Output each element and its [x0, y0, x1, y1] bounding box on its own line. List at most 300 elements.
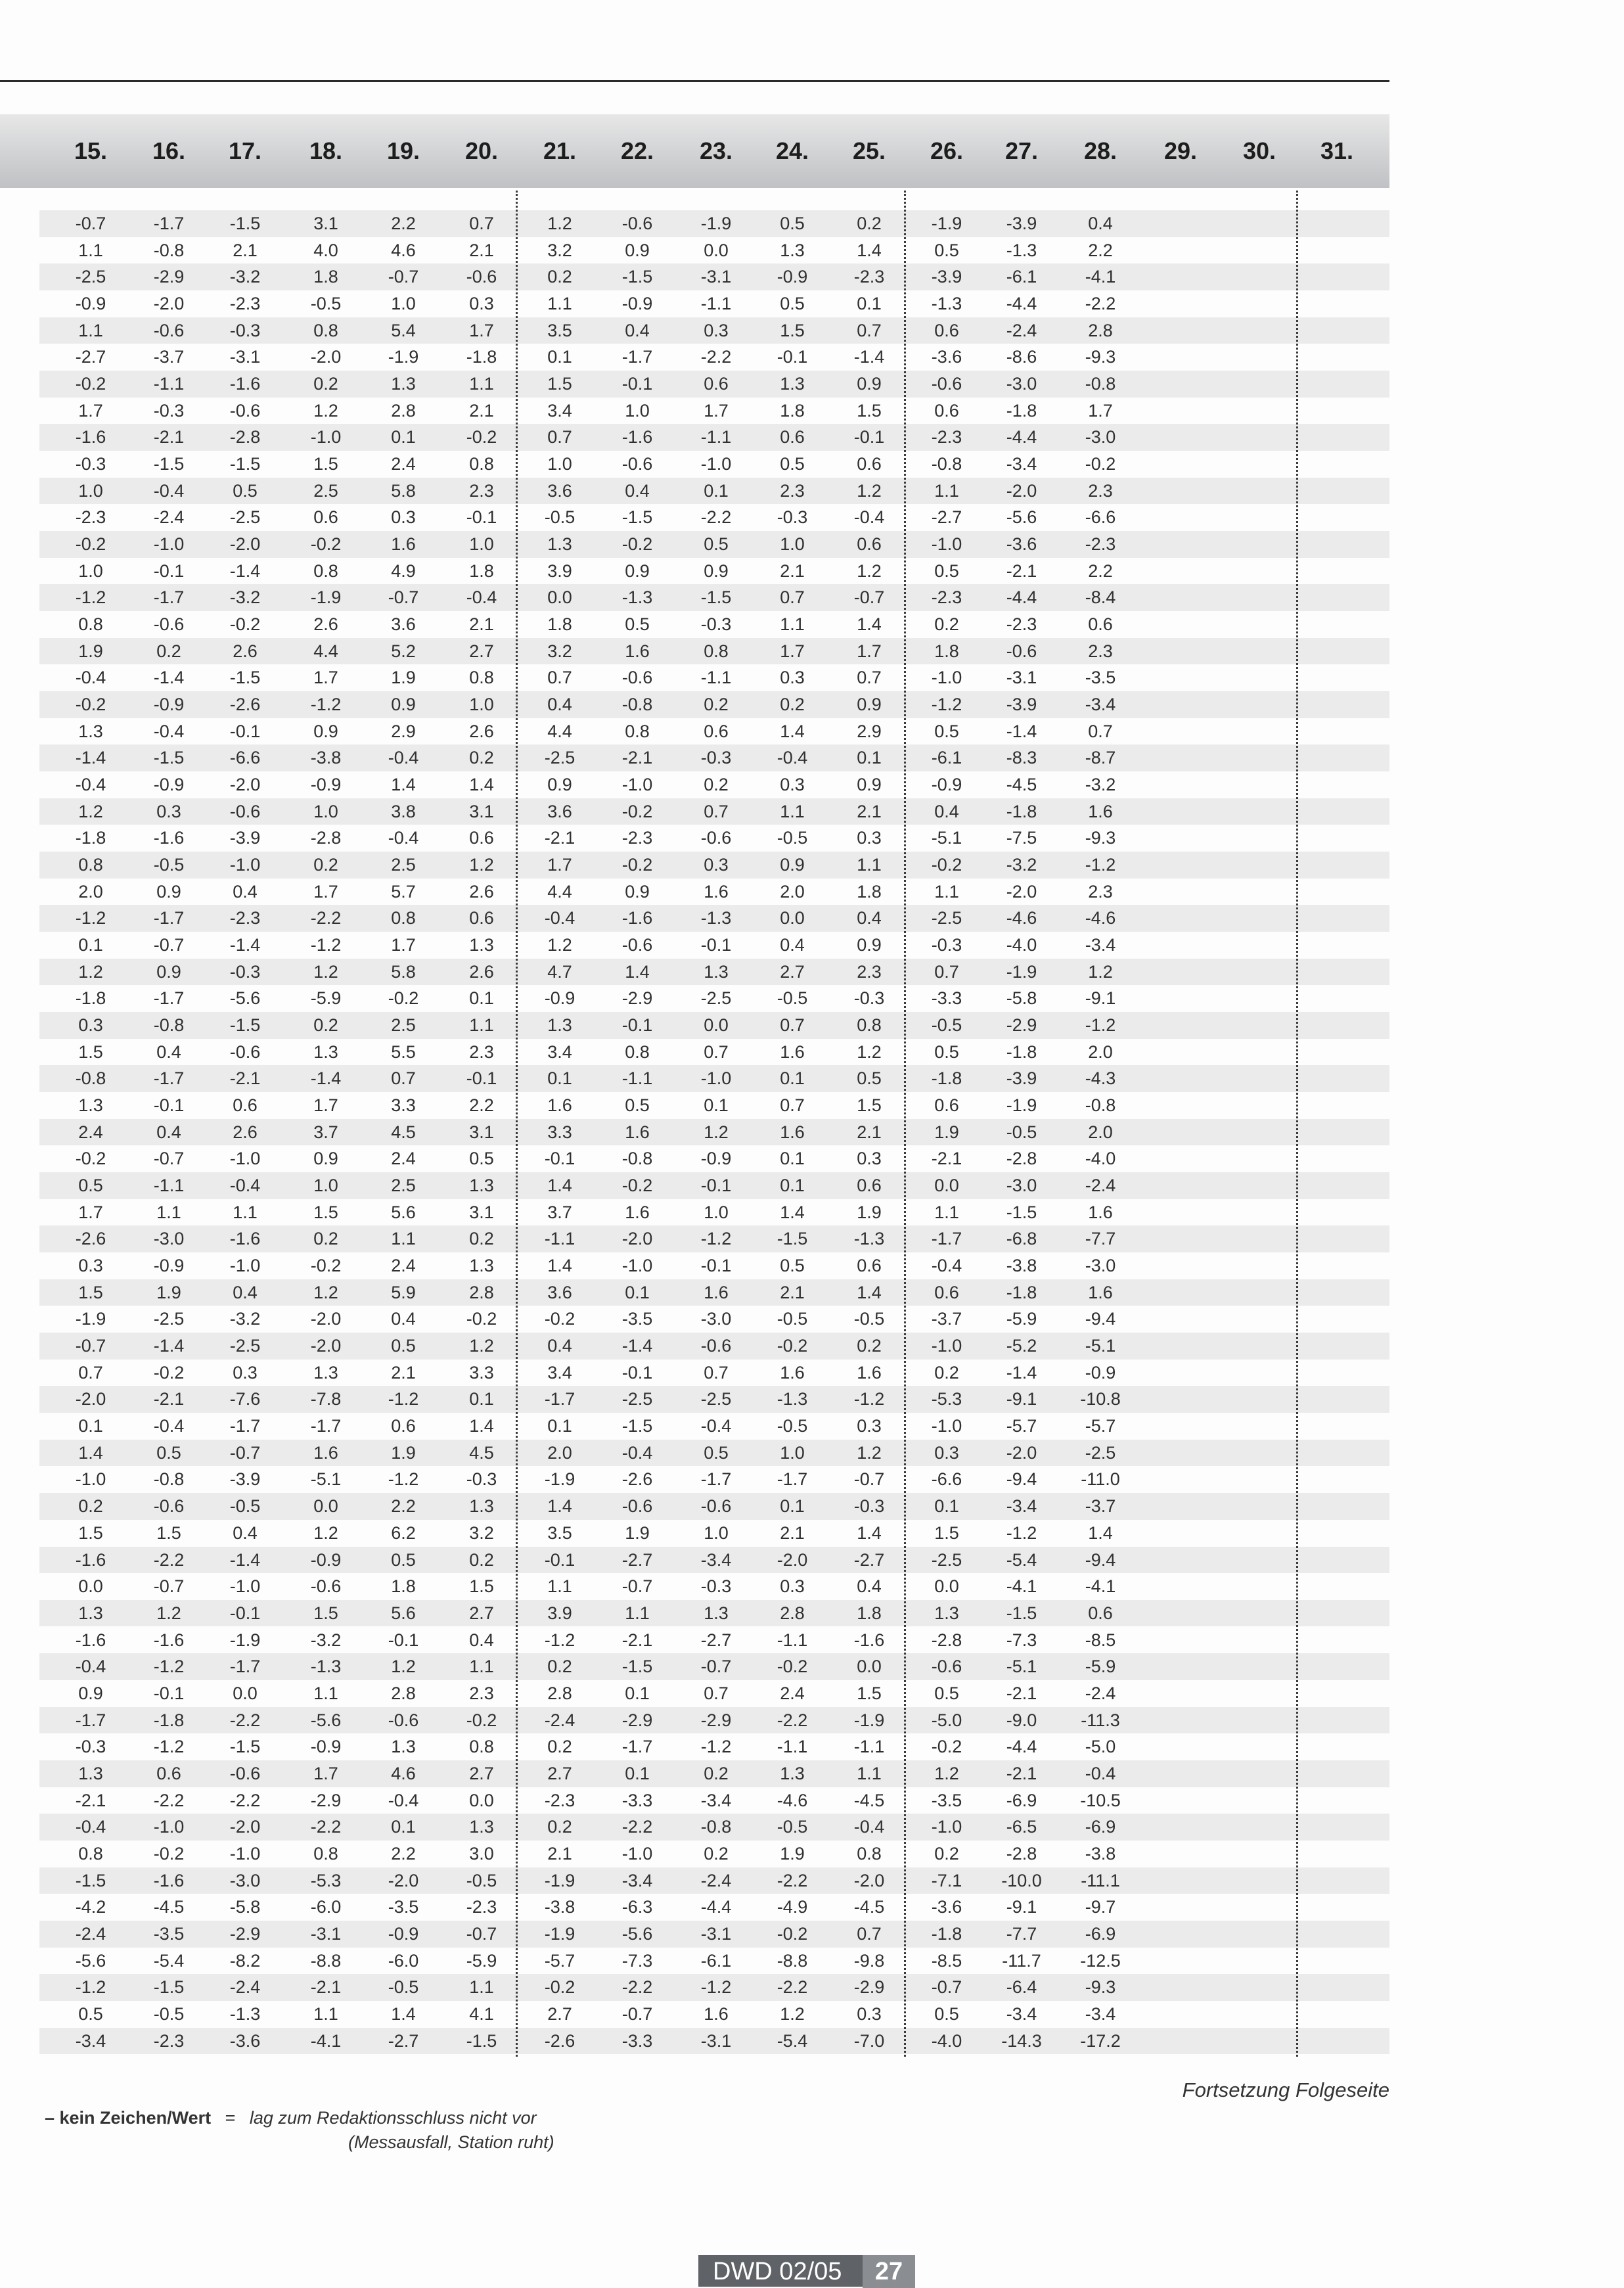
table-cell: -1.0 — [931, 1416, 962, 1436]
table-cell: -3.8 — [1006, 1256, 1037, 1276]
table-cell: -2.8 — [310, 828, 342, 848]
table-cell: -7.1 — [931, 1870, 962, 1890]
table-cell: -1.0 — [229, 1843, 261, 1864]
table-row — [39, 825, 1389, 852]
table-cell: -3.9 — [1006, 1068, 1037, 1089]
table-cell: 1.1 — [547, 1576, 572, 1597]
table-cell: 0.0 — [78, 1576, 103, 1597]
table-cell: -3.9 — [229, 828, 261, 848]
table-row — [39, 1787, 1389, 1814]
legend-key: – kein Zeichen/Wert — [45, 2108, 212, 2128]
table-cell: -9.7 — [1085, 1897, 1116, 1917]
table-cell: -2.1 — [1006, 1763, 1037, 1783]
day-header-29: 29. — [1163, 137, 1198, 164]
table-cell: -4.2 — [75, 1897, 106, 1917]
table-cell: 0.3 — [469, 294, 494, 313]
table-cell: -1.4 — [310, 1068, 342, 1089]
table-cell: -1.6 — [153, 1630, 185, 1650]
table-cell: 0.1 — [78, 935, 103, 955]
table-row — [39, 1680, 1389, 1707]
table-cell: -0.1 — [153, 1095, 185, 1116]
table-cell: -4.0 — [1006, 935, 1037, 955]
table-cell: 1.8 — [780, 400, 805, 421]
table-row — [39, 1867, 1389, 1894]
table-cell: -1.0 — [931, 1817, 962, 1837]
table-cell: 3.2 — [469, 1522, 494, 1543]
table-cell: 0.3 — [857, 1416, 882, 1436]
table-cell: -7.6 — [229, 1389, 261, 1409]
table-cell: -0.1 — [621, 1362, 653, 1383]
table-cell: -4.1 — [1085, 267, 1116, 287]
table-cell: -0.3 — [229, 961, 261, 982]
table-cell: 1.9 — [78, 641, 103, 661]
table-cell: -0.6 — [229, 801, 261, 821]
table-cell: -2.5 — [153, 1309, 185, 1329]
table-cell: -1.3 — [310, 1657, 342, 1677]
table-cell: -1.3 — [1006, 240, 1037, 260]
table-cell: 1.1 — [469, 1977, 494, 1998]
table-cell: 0.8 — [313, 561, 338, 581]
table-cell: -6.9 — [1085, 1923, 1116, 1944]
table-cell: 0.5 — [78, 1176, 103, 1196]
table-cell: 0.8 — [857, 1843, 882, 1864]
table-cell: -3.4 — [700, 1549, 732, 1570]
table-cell: 0.9 — [857, 775, 882, 795]
table-cell: -2.0 — [621, 1229, 653, 1249]
table-cell: -0.5 — [1006, 1122, 1037, 1142]
table-row — [39, 478, 1389, 505]
legend-equals: = — [225, 2108, 236, 2128]
table-cell: -1.1 — [153, 1176, 185, 1196]
table-cell: 1.7 — [78, 400, 103, 421]
table-cell: -1.1 — [153, 374, 185, 394]
table-cell: 2.2 — [391, 1843, 416, 1864]
table-cell: -1.2 — [153, 1657, 185, 1677]
table-cell: -3.8 — [544, 1897, 575, 1917]
table-cell: -0.7 — [388, 587, 419, 608]
table-cell: -3.1 — [1006, 668, 1037, 688]
table-cell: -1.9 — [853, 1710, 885, 1730]
table-cell: -2.1 — [153, 427, 185, 447]
table-cell: 1.0 — [391, 294, 416, 313]
table-cell: 0.2 — [469, 748, 494, 768]
table-cell: -1.7 — [931, 1229, 962, 1249]
table-cell: 1.2 — [469, 855, 494, 875]
table-cell: 1.2 — [857, 1442, 882, 1463]
table-cell: -2.4 — [1085, 1176, 1116, 1196]
table-cell: -3.3 — [931, 988, 962, 1009]
table-row — [39, 1627, 1389, 1654]
table-cell: -0.2 — [153, 1362, 185, 1383]
table-cell: -0.4 — [75, 668, 106, 688]
table-cell: 1.1 — [625, 1603, 650, 1623]
table-cell: -9.3 — [1085, 1977, 1116, 1998]
table-cell: -0.1 — [700, 1256, 732, 1276]
table-cell: 1.1 — [547, 294, 572, 313]
table-row — [39, 1119, 1389, 1146]
table-cell: 1.0 — [625, 400, 650, 421]
table-cell: -4.0 — [931, 2030, 962, 2051]
table-cell: 1.2 — [313, 1282, 338, 1302]
table-cell: 3.0 — [469, 1843, 494, 1864]
table-cell: -3.7 — [1085, 1496, 1116, 1517]
table-cell: 2.6 — [469, 881, 494, 902]
table-cell: -4.6 — [1006, 908, 1037, 928]
table-cell: 0.5 — [780, 1256, 805, 1276]
table-cell: -0.6 — [466, 267, 497, 287]
table-cell: -0.8 — [153, 1015, 185, 1036]
table-cell: -0.2 — [466, 427, 497, 447]
table-cell: -2.0 — [1006, 881, 1037, 902]
table-cell: 5.8 — [391, 480, 416, 501]
table-cell: -6.6 — [1085, 507, 1116, 528]
table-cell: 0.2 — [780, 695, 805, 715]
table-cell: -2.5 — [229, 1336, 261, 1356]
table-cell: 1.2 — [78, 801, 103, 821]
table-cell: -0.4 — [75, 1657, 106, 1677]
table-cell: 0.1 — [780, 1149, 805, 1169]
table-cell: 0.4 — [233, 881, 258, 902]
table-cell: -2.9 — [229, 1923, 261, 1944]
table-row — [39, 771, 1389, 798]
table-cell: 1.1 — [78, 320, 103, 340]
table-cell: -2.3 — [931, 587, 962, 608]
table-row — [39, 1012, 1389, 1039]
table-row — [39, 1092, 1389, 1119]
table-row — [39, 1440, 1389, 1467]
table-cell: -2.3 — [466, 1897, 497, 1917]
table-cell: -3.5 — [931, 1790, 962, 1810]
table-cell: 0.5 — [156, 1442, 181, 1463]
table-cell: -1.9 — [75, 1309, 106, 1329]
table-cell: -2.5 — [931, 1549, 962, 1570]
table-cell: -1.2 — [310, 935, 342, 955]
table-cell: -0.1 — [466, 1068, 497, 1089]
table-cell: 1.7 — [313, 1095, 338, 1116]
table-cell: 1.2 — [1088, 961, 1113, 982]
table-cell: 1.7 — [313, 881, 338, 902]
table-cell: -1.9 — [1006, 1095, 1037, 1116]
table-cell: 2.1 — [469, 400, 494, 421]
table-cell: 2.9 — [857, 721, 882, 741]
table-row — [39, 531, 1389, 558]
table-cell: -2.7 — [853, 1549, 885, 1570]
table-cell: -1.5 — [1006, 1202, 1037, 1222]
table-cell: -0.2 — [1085, 454, 1116, 474]
table-cell: -1.5 — [153, 454, 185, 474]
table-cell: 3.1 — [469, 1202, 494, 1222]
table-cell: -8.8 — [310, 1950, 342, 1971]
table-cell: -1.5 — [229, 214, 261, 233]
table-cell: -1.8 — [75, 988, 106, 1009]
table-cell: -1.4 — [229, 1549, 261, 1570]
table-cell: -5.9 — [1006, 1309, 1037, 1329]
table-cell: 0.7 — [704, 1041, 729, 1062]
table-cell: -1.7 — [229, 1657, 261, 1677]
table-cell: -1.1 — [777, 1737, 808, 1757]
table-cell: -1.9 — [544, 1870, 575, 1890]
table-cell: -0.1 — [700, 1176, 732, 1196]
table-row — [39, 558, 1389, 585]
table-cell: 1.3 — [313, 1041, 338, 1062]
table-cell: 1.4 — [78, 1442, 103, 1463]
table-cell: -1.7 — [153, 214, 185, 233]
table-cell: -0.3 — [466, 1469, 497, 1490]
table-row — [39, 2001, 1389, 2028]
table-cell: -6.4 — [1006, 1977, 1037, 1998]
table-cell: 2.7 — [469, 1763, 494, 1783]
table-cell: 0.2 — [313, 855, 338, 875]
table-cell: 2.7 — [547, 1763, 572, 1783]
table-cell: 1.4 — [1088, 1522, 1113, 1543]
table-cell: 0.5 — [391, 1549, 416, 1570]
table-cell: -1.9 — [700, 214, 732, 233]
table-cell: 0.5 — [780, 454, 805, 474]
table-cell: -0.8 — [75, 1068, 106, 1089]
table-cell: -2.6 — [229, 695, 261, 715]
table-cell: -0.2 — [777, 1336, 808, 1356]
table-row — [39, 744, 1389, 771]
table-cell: -2.9 — [700, 1710, 732, 1730]
table-cell: 2.8 — [469, 1282, 494, 1302]
table-cell: -0.8 — [700, 1817, 732, 1837]
table-cell: 0.2 — [156, 641, 181, 661]
table-cell: -2.9 — [853, 1977, 885, 1998]
table-cell: 1.8 — [934, 641, 959, 661]
table-cell: 0.5 — [469, 1149, 494, 1169]
table-cell: -3.4 — [1006, 454, 1037, 474]
table-cell: -0.2 — [544, 1309, 575, 1329]
table-cell: 0.9 — [625, 881, 650, 902]
table-cell: -2.0 — [1006, 480, 1037, 501]
day-header-25: 25. — [852, 137, 886, 164]
table-cell: 1.2 — [78, 961, 103, 982]
table-cell: 1.4 — [547, 1496, 572, 1517]
table-cell: -1.2 — [1006, 1522, 1037, 1543]
table-cell: -0.4 — [229, 1176, 261, 1196]
table-cell: -0.3 — [229, 320, 261, 340]
table-cell: -2.5 — [75, 267, 106, 287]
table-cell: -0.7 — [621, 1576, 653, 1597]
table-cell: -0.7 — [853, 1469, 885, 1490]
table-cell: 5.7 — [391, 881, 416, 902]
table-row — [39, 1225, 1389, 1252]
table-cell: 0.4 — [391, 1309, 416, 1329]
table-cell: -0.6 — [931, 374, 962, 394]
table-cell: -0.7 — [466, 1923, 497, 1944]
table-cell: 3.6 — [547, 1282, 572, 1302]
table-cell: -6.5 — [1006, 1817, 1037, 1837]
table-cell: 1.1 — [469, 1657, 494, 1677]
table-cell: 1.0 — [704, 1522, 729, 1543]
table-cell: 0.2 — [313, 374, 338, 394]
table-cell: -5.8 — [229, 1897, 261, 1917]
table-cell: -5.4 — [1006, 1549, 1037, 1570]
table-cell: -0.2 — [621, 534, 653, 555]
table-cell: -0.3 — [75, 454, 106, 474]
table-cell: -2.4 — [153, 507, 185, 528]
table-cell: 1.7 — [313, 668, 338, 688]
table-cell: -1.4 — [1006, 721, 1037, 741]
table-cell: -0.1 — [153, 1683, 185, 1703]
table-cell: -2.3 — [853, 267, 885, 287]
table-cell: -2.4 — [229, 1977, 261, 1998]
table-cell: 2.2 — [391, 1496, 416, 1517]
table-cell: 2.0 — [1088, 1122, 1113, 1142]
table-cell: 0.8 — [625, 1041, 650, 1062]
table-cell: -7.5 — [1006, 828, 1037, 848]
table-cell: -1.3 — [777, 1389, 808, 1409]
table-cell: 0.7 — [780, 1015, 805, 1036]
table-cell: 1.2 — [547, 214, 572, 233]
table-cell: -1.6 — [229, 1229, 261, 1249]
table-cell: -1.0 — [229, 1149, 261, 1169]
table-cell: 2.3 — [1088, 641, 1113, 661]
table-cell: 1.0 — [780, 534, 805, 555]
table-cell: 0.2 — [547, 1817, 572, 1837]
table-cell: -3.4 — [621, 1870, 653, 1890]
table-cell: 1.1 — [156, 1202, 181, 1222]
table-cell: -2.3 — [229, 294, 261, 313]
table-cell: 2.8 — [1088, 320, 1113, 340]
table-cell: 5.4 — [391, 320, 416, 340]
table-cell: -1.0 — [310, 427, 342, 447]
table-cell: -5.1 — [931, 828, 962, 848]
table-cell: 2.0 — [780, 881, 805, 902]
table-cell: -0.7 — [153, 1576, 185, 1597]
table-cell: -2.1 — [621, 748, 653, 768]
table-cell: -2.0 — [310, 1309, 342, 1329]
table-cell: 0.8 — [469, 454, 494, 474]
table-cell: -0.7 — [153, 1149, 185, 1169]
table-cell: -5.7 — [1006, 1416, 1037, 1436]
legend — [45, 2108, 537, 2128]
table-cell: -1.4 — [153, 668, 185, 688]
table-cell: -1.6 — [621, 427, 653, 447]
table-cell: 1.3 — [469, 1817, 494, 1837]
table-cell: 2.3 — [1088, 480, 1113, 501]
table-cell: 4.0 — [313, 240, 338, 260]
table-cell: -2.5 — [700, 988, 732, 1009]
table-cell: 0.8 — [78, 1843, 103, 1864]
table-cell: 1.2 — [391, 1657, 416, 1677]
day-header-18: 18. — [309, 137, 343, 164]
table-cell: -0.6 — [153, 320, 185, 340]
table-cell: 0.5 — [780, 294, 805, 313]
table-cell: 0.7 — [1088, 721, 1113, 741]
table-cell: -1.7 — [75, 1710, 106, 1730]
table-cell: -6.0 — [310, 1897, 342, 1917]
table-cell: 0.7 — [934, 961, 959, 982]
table-cell: -1.2 — [700, 1229, 732, 1249]
table-cell: 2.7 — [469, 641, 494, 661]
table-cell: 1.0 — [780, 1442, 805, 1463]
table-cell: -1.5 — [229, 1737, 261, 1757]
table-row — [39, 879, 1389, 905]
table-cell: -4.9 — [777, 1897, 808, 1917]
table-cell: 1.6 — [1088, 801, 1113, 821]
table-cell: 3.5 — [547, 320, 572, 340]
table-cell: 3.6 — [547, 480, 572, 501]
table-cell: -3.5 — [621, 1309, 653, 1329]
table-cell: -0.6 — [153, 1496, 185, 1517]
table-cell: 3.4 — [547, 1041, 572, 1062]
table-cell: 1.6 — [547, 1095, 572, 1116]
table-cell: 1.0 — [547, 454, 572, 474]
table-cell: -5.0 — [1085, 1737, 1116, 1757]
table-cell: -1.2 — [388, 1469, 419, 1490]
table-cell: 0.7 — [780, 587, 805, 608]
table-cell: 1.2 — [313, 400, 338, 421]
table-cell: 2.9 — [391, 721, 416, 741]
table-cell: -1.1 — [700, 427, 732, 447]
table-cell: -0.7 — [621, 2003, 653, 2024]
table-cell: 0.1 — [857, 294, 882, 313]
day-header-16: 16. — [152, 137, 186, 164]
table-cell: -11.3 — [1081, 1710, 1120, 1730]
table-cell: -2.0 — [229, 1817, 261, 1837]
table-cell: 0.4 — [934, 801, 959, 821]
table-cell: -0.6 — [229, 400, 261, 421]
table-cell: 0.4 — [625, 480, 650, 501]
table-cell: -1.8 — [1006, 400, 1037, 421]
table-cell: 0.1 — [704, 1095, 729, 1116]
table-cell: -0.4 — [1085, 1763, 1116, 1783]
table-cell: 2.4 — [391, 1149, 416, 1169]
table-cell: 0.8 — [78, 855, 103, 875]
table-cell: -0.9 — [621, 294, 653, 313]
table-cell: 1.2 — [313, 1522, 338, 1543]
table-cell: -0.4 — [153, 480, 185, 501]
table-cell: -7.7 — [1085, 1229, 1116, 1249]
table-cell: -9.4 — [1085, 1309, 1116, 1329]
table-cell: 0.8 — [469, 1737, 494, 1757]
table-cell: -0.9 — [700, 1149, 732, 1169]
table-row — [39, 932, 1389, 959]
table-cell: -2.3 — [931, 427, 962, 447]
table-cell: 1.1 — [780, 614, 805, 635]
table-cell: -2.5 — [700, 1389, 732, 1409]
table-cell: -4.4 — [1006, 587, 1037, 608]
table-row — [39, 1707, 1389, 1734]
table-cell: -2.2 — [700, 507, 732, 528]
table-cell: -0.5 — [777, 988, 808, 1009]
table-cell: 0.1 — [547, 347, 572, 367]
table-cell: -5.9 — [310, 988, 342, 1009]
table-cell: -1.2 — [1085, 855, 1116, 875]
table-cell: -2.9 — [621, 988, 653, 1009]
table-row — [39, 985, 1389, 1012]
table-cell: -1.6 — [621, 908, 653, 928]
table-cell: -0.7 — [931, 1977, 962, 1998]
table-cell: 1.2 — [857, 561, 882, 581]
table-cell: 1.5 — [78, 1282, 103, 1302]
table-cell: -1.8 — [1006, 801, 1037, 821]
table-cell: -0.6 — [621, 668, 653, 688]
table-cell: -2.5 — [931, 908, 962, 928]
table-cell: -0.9 — [153, 775, 185, 795]
table-cell: 3.4 — [547, 1362, 572, 1383]
table-cell: -8.4 — [1085, 587, 1116, 608]
table-cell: -6.9 — [1085, 1817, 1116, 1837]
table-cell: -7.3 — [621, 1950, 653, 1971]
table-cell: 0.1 — [78, 1416, 103, 1436]
table-cell: 2.3 — [857, 961, 882, 982]
table-cell: -2.3 — [621, 828, 653, 848]
table-cell: 0.7 — [469, 214, 494, 233]
table-cell: 4.9 — [391, 561, 416, 581]
table-cell: 1.1 — [934, 1202, 959, 1222]
